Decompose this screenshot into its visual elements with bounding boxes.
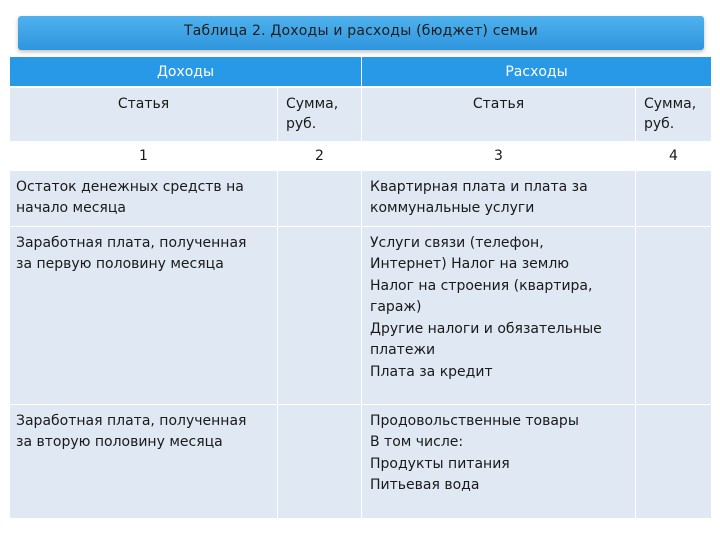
subheader-row [10, 87, 712, 141]
column-number: 3 [362, 141, 636, 170]
expense-sum-header: Сумма, руб. [636, 87, 712, 141]
table-row [10, 226, 712, 404]
expenses-header: Расходы [362, 57, 712, 88]
income-sum-cell [278, 226, 362, 404]
income-sum-cell [278, 404, 362, 518]
table-row [10, 404, 712, 518]
column-number-row [10, 141, 712, 170]
income-item-cell: Заработная плата, полученная за вторую половину месяца [10, 404, 278, 518]
expense-item-cell: Услуги связи (телефон, Интернет) Налог на землю Налог на строения (квартира, гараж) Другие налоги и обязательные платежи Плата за кредит [362, 226, 636, 404]
income-item-header: Статья [10, 87, 278, 141]
column-number: 2 [278, 141, 362, 170]
column-number: 4 [636, 141, 712, 170]
income-item-cell: Заработная плата, полученная за первую половину месяца [10, 226, 278, 404]
expense-sum-cell [636, 170, 712, 226]
income-header: Доходы [10, 57, 362, 88]
expense-item-cell: Продовольственные товары В том числе: Продукты питания Питьевая вода [362, 404, 636, 518]
group-header-row [10, 57, 712, 88]
expense-item-header: Статья [362, 87, 636, 141]
table-title: Таблица 2. Доходы и расходы (бюджет) семьи [184, 23, 538, 39]
income-item-cell: Остаток денежных средств на начало месяца [10, 170, 278, 226]
column-number: 1 [10, 141, 278, 170]
expense-sum-cell [636, 404, 712, 518]
table-row [10, 170, 712, 226]
budget-table [9, 56, 712, 519]
expense-sum-cell [636, 226, 712, 404]
expense-item-cell: Квартирная плата и плата за коммунальные услуги [362, 170, 636, 226]
income-sum-cell [278, 170, 362, 226]
income-sum-header: Сумма, руб. [278, 87, 362, 141]
table-title-banner [18, 16, 704, 50]
